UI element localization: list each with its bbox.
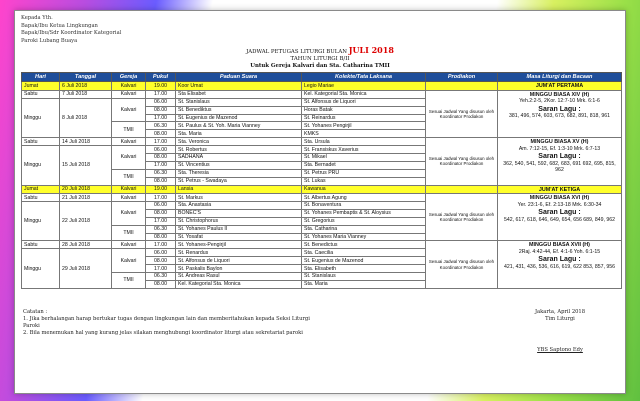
saran-lagu-label: Saran Lagu : [538,153,581,161]
cell-liturgi [498,241,622,288]
cell-gereja: Kalvari [112,146,146,170]
cell-kolekte: Sta. Maria [302,280,426,288]
col-header-prodiakon: Prodiakon [426,73,498,82]
cell-kolekte: St. Alfonsus de Liquori [302,98,426,106]
col-header-hari: Hari [22,73,60,82]
cell-pukul: 17.00 [146,194,176,202]
cell-pukul: 17.00 [146,90,176,98]
cell-tanggal: 7 Juli 2018 [60,90,112,98]
cell-liturgi [498,185,622,194]
cell-kolekte: Kawanua [302,185,426,194]
note-item: 2. Bila menemukan hal yang kurang jelas silakan menghubungi koordinator liturgi atau sekretariat paroki [23,330,303,336]
cell-pukul: 08.00 [146,154,176,162]
table-row [22,194,622,202]
schedule-sheet [14,10,626,394]
cell-pukul: 06.30 [146,225,176,233]
cell-paduan-suara: Sta. Anastasia [176,201,302,209]
table-header-row [22,73,622,82]
cell-pukul: 06.30 [146,272,176,280]
cell-hari: Minggu [22,201,60,240]
cell-pukul: 08.00 [146,106,176,114]
cell-paduan-suara: St. Paskalis Baylon [176,265,302,273]
cell-prodiakon: Sesuai Jadwal Yang disusun oleh Koordinator Prodiakon [426,194,498,241]
cell-gereja: Kalvari [112,138,146,146]
cell-paduan-suara: St. Yosafat [176,233,302,241]
cell-gereja: Kalvari [112,194,146,202]
cell-pukul: 17.00 [146,217,176,225]
cell-paduan-suara: Koor Umat [176,82,302,91]
cell-paduan-suara: St. Robertus [176,146,302,154]
cell-paduan-suara: St. Stanislaus [176,98,302,106]
cell-paduan-suara: St. Paulus & St. Yoh. Maria Vianney [176,122,302,130]
cell-paduan-suara: Sta. Veronica [176,138,302,146]
table-row [22,185,622,194]
liturgi-title: MINGGU BIASA XVII (H) [529,242,590,249]
col-header-pukul: Pukul [146,73,176,82]
cell-paduan-suara: Sta. Maria [176,130,302,138]
cell-pukul: 08.00 [146,280,176,288]
cell-pukul: 17.00 [146,114,176,122]
liturgi-reading: 2Raj. 4:42-44, Ef. 4:1-6 Yoh. 6:1-15 [518,248,601,255]
cell-kolekte: Sta. Ursula [302,138,426,146]
cell-pukul: 08.00 [146,233,176,241]
cell-kolekte: Sta. Bernadet [302,161,426,169]
cell-pukul: 17.00 [146,265,176,273]
note-item: 1. Jika berhalangan harap bertukar tugas dengan lingkungan lain dan memberitahukan kepada Seksi Liturgi Paroki [23,316,310,329]
col-header-gereja: Gereja [112,73,146,82]
cell-paduan-suara: SADHANA [176,154,302,162]
cell-paduan-suara: St. Renardus [176,249,302,257]
cell-hari: Sabtu [22,241,60,249]
cell-pukul: 19.00 [146,82,176,91]
cell-gereja: TMII [112,272,146,288]
signature-name: YBS Saptono Edy [537,347,583,353]
saran-lagu-label: Saran Lagu : [538,256,581,264]
signature-block [515,309,605,354]
saran-lagu-label: Saran Lagu : [538,105,581,113]
cell-kolekte: KMKS [302,130,426,138]
cell-kolekte: St. Lukas [302,177,426,185]
cell-pukul: 17.00 [146,241,176,249]
header-subtitle: TAHUN LITURGI B/II [290,56,350,63]
cell-tanggal: 29 Juli 2018 [60,249,112,288]
liturgi-title: MINGGU BIASA XV (H) [530,139,589,146]
cell-prodiakon [426,185,498,194]
song-numbers: 381, 496, 574, 603, 673, 682, 891, 818, 961 [509,113,610,120]
schedule-table [21,72,622,288]
cell-kolekte: St. Yohanes Maria Vianney [302,233,426,241]
cell-prodiakon: Sesuai Jadwal Yang disusun oleh Koordinator Prodiakon [426,90,498,137]
liturgi-title: MINGGU BIASA XVI (H) [529,195,590,202]
cell-liturgi [498,82,622,91]
col-header-liturgi: Masa Liturgi dan Bacaan [498,73,622,82]
cell-kolekte: St. Petrus PRU [302,169,426,177]
cell-pukul: 06.00 [146,98,176,106]
cell-kolekte: St. Stanislaus [302,272,426,280]
saran-lagu-label: Saran Lagu : [538,209,581,217]
cell-gereja: Kalvari [112,90,146,98]
address-line: Bapak/Ibu/Sdr Koordinator Kategorial [21,30,122,37]
cell-hari: Sabtu [22,194,60,202]
cell-gereja: TMII [112,169,146,185]
cell-paduan-suara: St. Markus [176,194,302,202]
cell-tanggal: 6 Juli 2018 [60,82,112,91]
cell-paduan-suara: St. Eugenius de Mazenod [176,114,302,122]
cell-gereja: Kalvari [112,82,146,91]
cell-kolekte: St. Reinardus [302,114,426,122]
liturgi-title: JUM'AT KETIGA [538,186,581,193]
cell-gereja: Kalvari [112,249,146,273]
cell-hari: Sabtu [22,138,60,146]
cell-tanggal: 28 Juli 2018 [60,241,112,249]
cell-paduan-suara: St. Yohanes-Pengirjil [176,241,302,249]
cell-pukul: 19.00 [146,185,176,194]
cell-pukul: 06.00 [146,146,176,154]
address-line: Paroki Lubang Buaya [21,37,78,44]
cell-kolekte: Sta. Elisabeth [302,265,426,273]
cell-kolekte: St. Mikael [302,154,426,162]
cell-liturgi [498,90,622,137]
cell-paduan-suara: St. Benediktus [176,106,302,114]
cell-paduan-suara: Sta. Theresia [176,169,302,177]
cell-gereja: TMII [112,225,146,241]
cell-liturgi [498,194,622,241]
address-block [21,15,619,45]
cell-paduan-suara: Lansia [176,185,302,194]
liturgi-reading: Am. 7:12-15, Ef. 1:3-10 Mrk. 6:7-13 [518,145,601,152]
cell-paduan-suara: St. Christophorus [176,217,302,225]
cell-prodiakon [426,82,498,91]
cell-paduan-suara: St. Yohanes Paulus II [176,225,302,233]
cell-tanggal: 22 Juli 2018 [60,201,112,240]
table-row [22,82,622,91]
notes-title: Catatan : [23,309,48,315]
cell-prodiakon: Sesuai Jadwal Yang disusun oleh Koordinator Prodiakon [426,241,498,288]
document-header [21,47,619,70]
cell-tanggal: 15 Juli 2018 [60,146,112,185]
cell-hari: Minggu [22,249,60,288]
cell-pukul: 06.30 [146,122,176,130]
cell-pukul: 08.00 [146,257,176,265]
liturgi-reading: Yeh.2:2-5, 2Kor. 12:7-10 Mrk. 6:1-6 [519,98,600,105]
cell-pukul: 06.00 [146,249,176,257]
cell-pukul: 08.00 [146,177,176,185]
header-church-line: Untuk Gereja Kalvari dan Sta. Catharina TMII [250,63,390,70]
cell-prodiakon: Sesuai Jadwal Yang disusun oleh Koordinator Prodiakon [426,138,498,185]
cell-hari: Minggu [22,98,60,137]
cell-gereja: Kalvari [112,241,146,249]
cell-kolekte: Horas Batak [302,106,426,114]
cell-pukul: 06.30 [146,169,176,177]
cell-gereja: Kalvari [112,98,146,122]
signature-date: Jakarta, April 2018 [534,309,586,315]
cell-kolekte: St. Gregorius [302,217,426,225]
signature-role: Tim Liturgi [545,316,575,322]
cell-paduan-suara: St. Vincentius [176,161,302,169]
cell-kolekte: St. Fransiskus Xaverius [302,146,426,154]
table-row [22,138,622,146]
cell-kolekte: St. Bonaventura [302,201,426,209]
header-month: JULI 2018 [348,45,394,56]
cell-gereja: Kalvari [112,185,146,194]
cell-kolekte: St. Eugenius de Mazenod [302,257,426,265]
cell-hari: Jumat [22,82,60,91]
cell-pukul: 08.00 [146,130,176,138]
cell-hari: Minggu [22,146,60,185]
cell-paduan-suara: Kel. Kategorial Sta. Monica [176,280,302,288]
cell-kolekte: St. Yohanes Pengirjil [302,122,426,130]
table-row [22,90,622,98]
cell-kolekte: Sta. Caecilia [302,249,426,257]
cell-pukul: 17.00 [146,161,176,169]
cell-tanggal: 14 Juli 2018 [60,138,112,146]
cell-kolekte: Sta. Catharina [302,225,426,233]
liturgi-title: JUM'AT PERTAMA [535,83,584,90]
cell-paduan-suara: BONEC'S [176,209,302,217]
table-row [22,241,622,249]
cell-hari: Sabtu [22,90,60,98]
col-header-tanggal: Tanggal [60,73,112,82]
liturgi-reading: Yer. 23:1-6, Ef. 2:13-18 Mrk. 6:30-34 [517,201,602,208]
cell-pukul: 06.00 [146,201,176,209]
cell-pukul: 08.00 [146,209,176,217]
liturgi-title: MINGGU BIASA XIV (H) [529,91,590,98]
col-header-kolekte: Kolekte/Tata Laksana [302,73,426,82]
cell-paduan-suara: St. Alfonsus de Liquori [176,257,302,265]
cell-gereja: TMII [112,122,146,138]
cell-kolekte: St. Benedictus [302,241,426,249]
cell-tanggal: 20 Juli 2018 [60,185,112,194]
cell-gereja: Kalvari [112,201,146,225]
song-numbers: 362, 540, 541, 592, 682, 683, 691 692, 695, 815, 962 [503,160,616,174]
cell-paduan-suara: Sta Elisabet [176,90,302,98]
cell-kolekte: Legio Mariae [302,82,426,91]
notes-block [23,309,323,337]
song-numbers: 542, 617, 618, 646, 649, 654, 656 689, 849, 962 [503,216,616,223]
address-line: Bapak/Ibu Ketua Lingkungan [21,22,98,29]
header-title: JADWAL PETUGAS LITURGI BULAN [246,49,347,56]
cell-tanggal: 8 Juli 2018 [60,98,112,137]
cell-kolekte: St. Yohanes Pembaptis & St. Aloysius [302,209,426,217]
cell-paduan-suara: St. Andreas Rasul [176,272,302,280]
cell-paduan-suara: St. Petrus - Swadaya [176,177,302,185]
col-header-paduan-suara: Paduan Suara [176,73,302,82]
song-numbers: 421, 431, 436, 536, 616, 619, 622 853, 857, 956 [503,263,616,270]
cell-kolekte: St. Albertus Agung [302,194,426,202]
cell-pukul: 17.00 [146,138,176,146]
cell-hari: Jumat [22,185,60,194]
cell-liturgi [498,138,622,185]
cell-tanggal: 21 Juli 2018 [60,194,112,202]
address-line: Kepada Yth. [21,15,53,21]
cell-kolekte: Kel. Kategorial Sta. Monica [302,90,426,98]
